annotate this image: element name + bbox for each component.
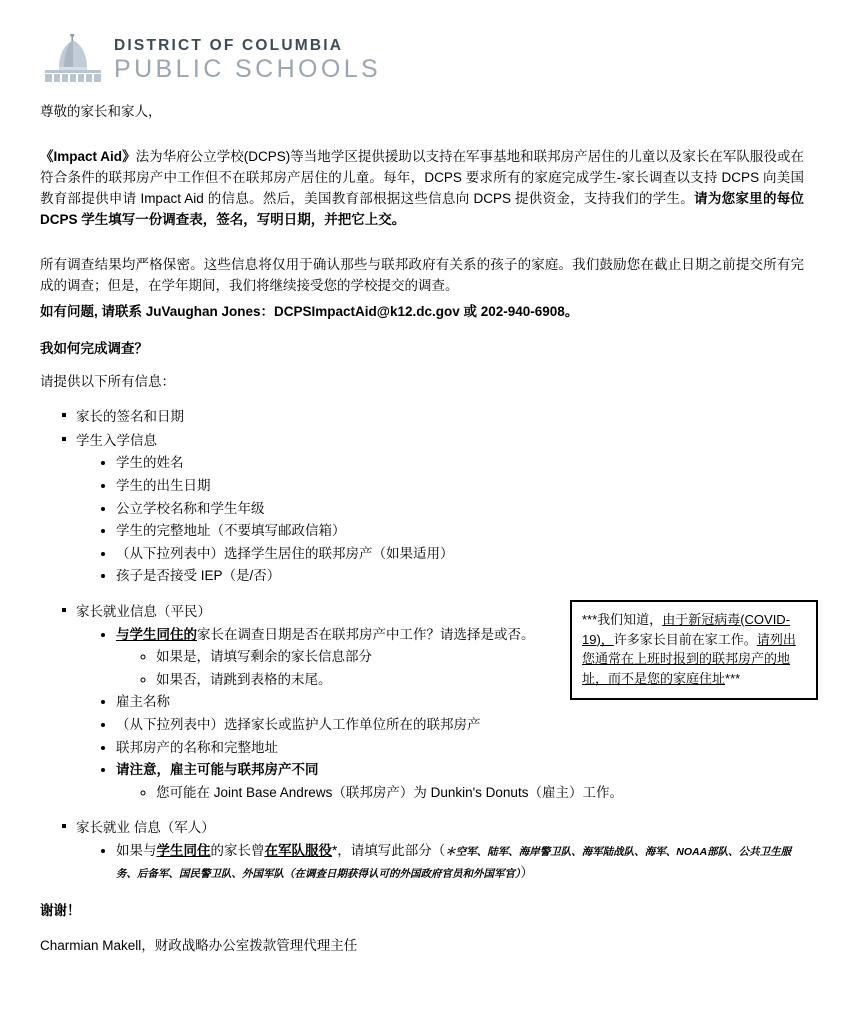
list-item: • 雇主名称 [116,691,804,713]
military-text-e: *，请填写此部分（ [332,842,446,858]
list-item: • 联邦房产的名称和完整地址 [116,737,804,759]
section-heading-how-to-complete: 我如何完成调查？ [40,341,148,357]
list-item-employer-note [116,759,804,803]
list-item-label: 家长就业 信息（军人） [76,820,215,836]
list-item: • （从下拉列表中）选择学生居住的联邦房产（如果适用） [116,543,804,565]
list-item: • 公立学校名称和学生年级 [116,498,804,520]
list-item-employment-military [76,817,804,883]
military-text-c: 的家长曾 [210,842,265,858]
paragraph-contact: 如有问题, 请联系 JuVaughan Jones：DCPSImpactAid@k12.dc.gov 或 202-940-6908。 [40,304,579,320]
impact-aid-callout: 请为您家里的每位 DCPS 学生填写一份调查表，签名，写明日期，并把它上交。 [40,190,804,227]
dcps-logo [42,34,804,86]
logo-line-1: DISTRICT OF COLUMBIA [114,37,344,55]
military-text-f: ） [520,864,534,880]
note-underline-covid: 由于新冠病毒(COVID-19)， [582,612,791,647]
military-emphasis-live-with: 学生同住 [156,842,211,858]
list-item-label: 家长在调查日期是否在联邦房产中工作？请选择是或否。 [197,626,535,642]
paragraph-impact-aid [40,147,804,231]
list-item-label: 学生入学信息 [76,432,157,448]
list-item-label: 家长的签名和日期 [76,409,184,425]
military-emphasis-served: 在军队服役 [264,842,332,858]
paragraph-confidentiality: 所有调查结果均严格保密。这些信息将仅用于确认那些与联邦政府有关系的孩子的家庭。我们鼓励您在截止日期之前提交所有完成的调查；但是，在学年期间，我们将继续接受您的学校提交的调查。 [40,256,804,293]
square-bullet-icon [62,608,66,612]
note-text-a: ***我们知道， [582,612,663,627]
square-bullet-icon [62,413,66,417]
impact-aid-body: 法为华府公立学校(DCPS)等当地学区提供援助以支持在军事基地和联邦房产居住的儿童以及家长在军队服役或在符合条件的联邦房产中工作但不在联邦房产居住的儿童。每年，DCPS 要求所有的家庭完成学生-家长调查以支持 DCPS 向美国教育部提供申请 Impact Aid 的信息。然后，美国教育部根据这些信息向 DCPS 提供资金，支持我们的学生。 [40,148,804,206]
salutation: 尊敬的家长和家人， [40,104,162,119]
list-item [116,840,804,883]
square-bullet-icon [62,824,66,828]
list-item-label: 请注意，雇主可能与联邦房产不同 [116,762,319,778]
list-item: ◦ 如果是，请填写剩余的家长信息部分 [156,646,804,668]
military-text-a: 如果与 [116,842,157,858]
military-branch-footnote: ＊空军、陆军、海岸警卫队、海军陆战队、海军、NOAA部队、公共卫生服务、后备军、国民警卫队、外国军队（在调查日期获得认可的外国政府官员和外国军官） [116,845,792,880]
list-item: • （从下拉列表中）选择家长或监护人工作单位所在的联邦房产 [116,714,804,736]
military-employment-sublist [76,840,804,883]
impact-aid-title: 《Impact Aid》 [40,148,136,164]
list-item: • 学生的出生日期 [116,475,804,497]
list-item-enrollment [76,430,804,587]
instructions-intro: 请提供以下所有信息： [40,374,175,390]
closing-thanks: 谢谢！ [40,903,81,919]
list-item-label: 家长就业信息（平民） [76,603,211,619]
list-item: • 学生的完整地址（不要填写邮政信箱） [116,520,804,542]
list-item: • 孩子是否接受 IEP（是/否） [116,565,804,587]
covid-note-box [570,600,818,700]
signature-line: Charmian Makell，财政战略办公室拨款管理代理主任 [40,938,358,954]
note-text-c: *** [725,670,741,686]
list-item: • 学生的姓名 [116,452,804,474]
dcps-capitol-dome-icon [42,34,104,86]
employer-example-sublist [116,782,804,804]
list-item-signature [76,406,804,428]
list-item: ◦ 如果否，请跳到表格的末尾。 [156,669,804,691]
logo-line-2: PUBLIC SCHOOLS [114,54,382,83]
square-bullet-icon [62,437,66,441]
list-item: ◦ 您可能在 Joint Base Andrews（联邦房产）为 Dunkin's Donuts（雇主）工作。 [156,782,804,804]
live-with-student-emphasis: 与学生同住的 [116,626,197,642]
note-text-b: 许多家长目前在家工作。 [613,631,757,647]
enrollment-sublist [76,452,804,587]
note-underline-address: 请列出您通常在上班时报到的联邦房产的地址，而不是您的家庭住址 [582,631,796,686]
